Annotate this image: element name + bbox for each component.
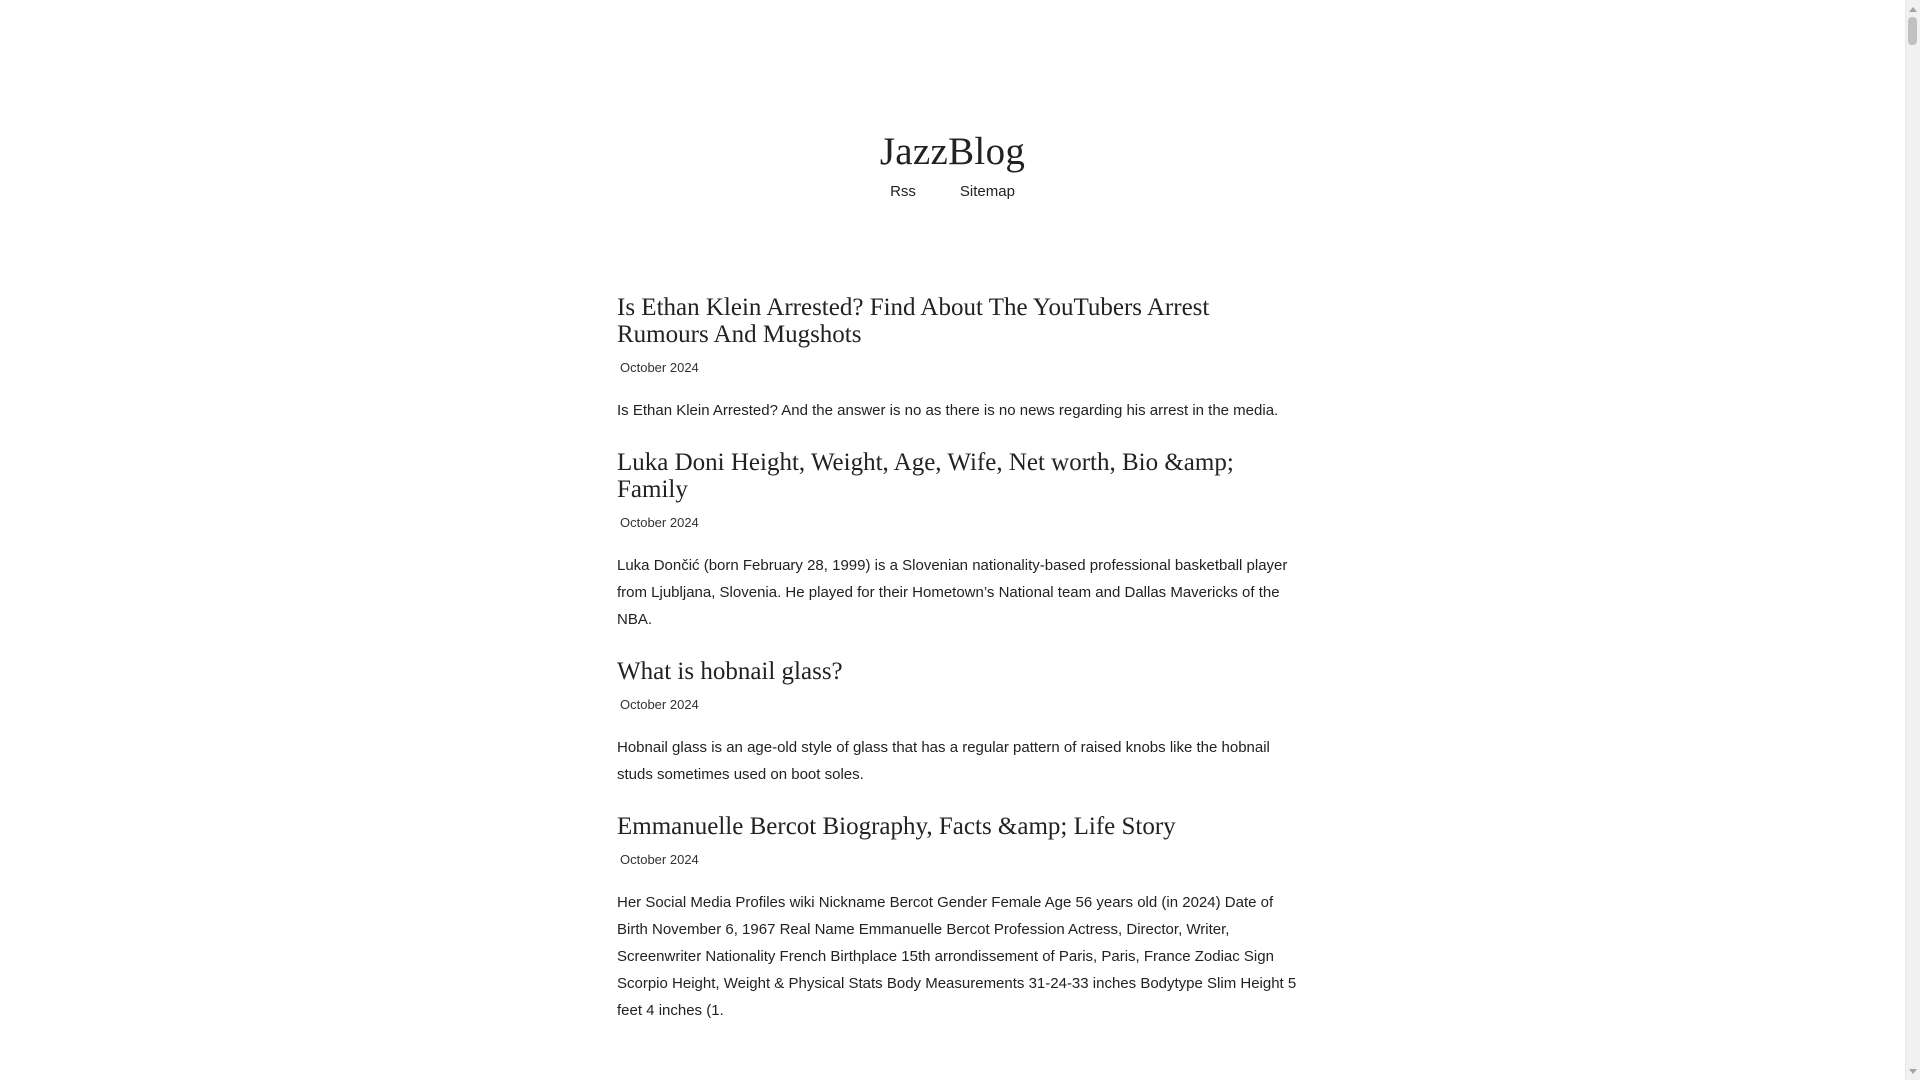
post-date: October 2024 [620, 697, 699, 712]
post-title-link[interactable]: Luka Doni Height, Weight, Age, Wife, Net worth, Bio &amp; Family [617, 449, 1234, 503]
scroll-down-arrow-icon[interactable] [1906, 1064, 1920, 1078]
nav-link-rss[interactable]: Rss [890, 183, 916, 200]
post-title-link[interactable]: Is Ethan Klein Arrested? Find About The YouTubers Arrest Rumours And Mugshots [617, 294, 1210, 348]
site-title[interactable]: JazzBlog [879, 130, 1026, 173]
post-item [617, 449, 1300, 633]
post-title [617, 449, 1300, 503]
post-date: October 2024 [620, 852, 699, 867]
post-item [617, 658, 1300, 788]
post-title [617, 813, 1300, 840]
post-item [617, 294, 1300, 424]
post-date: October 2024 [620, 360, 699, 375]
site-nav [0, 183, 1905, 200]
post-item [617, 813, 1300, 1024]
post-title [617, 658, 1300, 685]
post-excerpt: Is Ethan Klein Arrested? And the answer is no as there is no news regarding his arrest in the media. [617, 402, 1279, 419]
post-title [617, 294, 1300, 348]
post-list [617, 294, 1300, 1049]
post-excerpt: Her Social Media Profiles wiki Nickname Bercot Gender Female Age 56 years old (in 2024) Date of Birth November 6, 1967 Real Name Emmanuelle Bercot Profession Actress, Director, Writer, Screenwriter Nationality French Birthplace 15th arrondissement of Paris, Paris, France Zodiac Sign Scorpio Height, Weight & Physical Stats Body Measurements 31-24-33 inches Bodytype Slim Height 5 feet 4 inches (1. [617, 894, 1297, 1019]
scroll-up-arrow-icon[interactable] [1906, 2, 1920, 16]
nav-link-sitemap[interactable]: Sitemap [959, 183, 1015, 200]
post-title-link[interactable]: What is hobnail glass? [617, 658, 843, 685]
post-excerpt: Hobnail glass is an age-old style of glass that has a regular pattern of raised knobs like the hobnail studs sometimes used on boot soles. [617, 739, 1270, 783]
post-excerpt: Luka Dončić (born February 28, 1999) is a Slovenian nationality-based professional basketball player from Ljubljana, Slovenia. He played for their Hometown’s National team and Dallas Mavericks of the NBA. [617, 557, 1288, 628]
site-header [0, 128, 1905, 200]
post-date: October 2024 [620, 515, 699, 530]
scrollbar-thumb[interactable] [1908, 17, 1917, 45]
vertical-scrollbar[interactable] [1905, 0, 1920, 1080]
post-title-link[interactable]: Emmanuelle Bercot Biography, Facts &amp; Life Story [617, 813, 1176, 840]
